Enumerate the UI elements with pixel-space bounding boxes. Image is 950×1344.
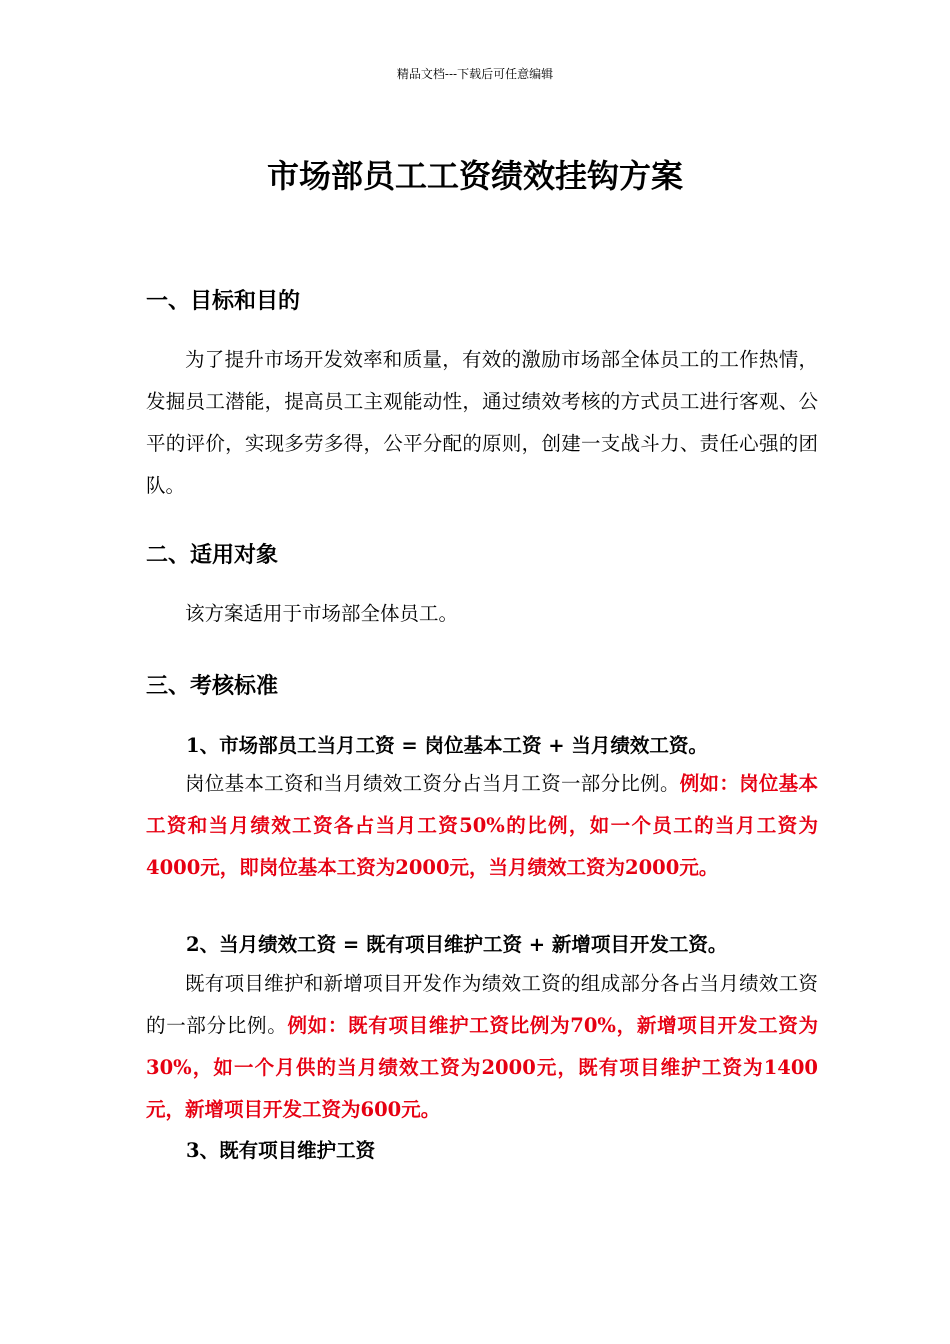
- standard-item-2-text: 既有项目维护和新增项目开发作为绩效工资的组成部分各占当月绩效工资的一部分比例。: [146, 972, 818, 1037]
- standard-item-1-paragraph: [146, 763, 818, 889]
- section-heading-scope: 二、适用对象: [146, 542, 279, 568]
- standard-item-2-paragraph: [146, 963, 818, 1131]
- document-title: 市场部员工工资绩效挂钩方案: [266, 157, 683, 195]
- standard-item-3-title: 3、既有项目维护工资: [186, 1139, 376, 1162]
- section-heading-standards: 三、考核标准: [146, 673, 279, 699]
- standard-item-1-title: 1、市场部员工当月工资 = 岗位基本工资 + 当月绩效工资。: [186, 734, 708, 757]
- page-header: 精品文档---下载后可任意编辑: [396, 67, 554, 81]
- standard-item-1-text: 岗位基本工资和当月绩效工资分占当月工资一部分比例。: [185, 772, 680, 795]
- section-body-scope: 该方案适用于市场部全体员工。: [185, 602, 459, 625]
- standard-item-2-title: 2、当月绩效工资 = 既有项目维护工资 + 新增项目开发工资。: [186, 933, 728, 956]
- standard-item-2-example: 例如：既有项目维护工资比例为70%，新增项目开发工资为30%，如一个月供的当月绩效工资为2000元，既有项目维护工资为1400元，新增项目开发工资为600元。: [146, 1014, 818, 1121]
- section-body-goals: 为了提升市场开发效率和质量，有效的激励市场部全体员工的工作热情，发掘员工潜能，提高员工主观能动性，通过绩效考核的方式员工进行客观、公平的评价，实现多劳多得，公平分配的原则，创建一支战斗力、责任心强的团队。: [146, 348, 818, 497]
- section-heading-goals: 一、目标和目的: [146, 288, 301, 314]
- standard-item-1-example: 例如：岗位基本工资和当月绩效工资各占当月工资50%的比例，如一个员工的当月工资为4000元，即岗位基本工资为2000元，当月绩效工资为2000元。: [146, 772, 818, 879]
